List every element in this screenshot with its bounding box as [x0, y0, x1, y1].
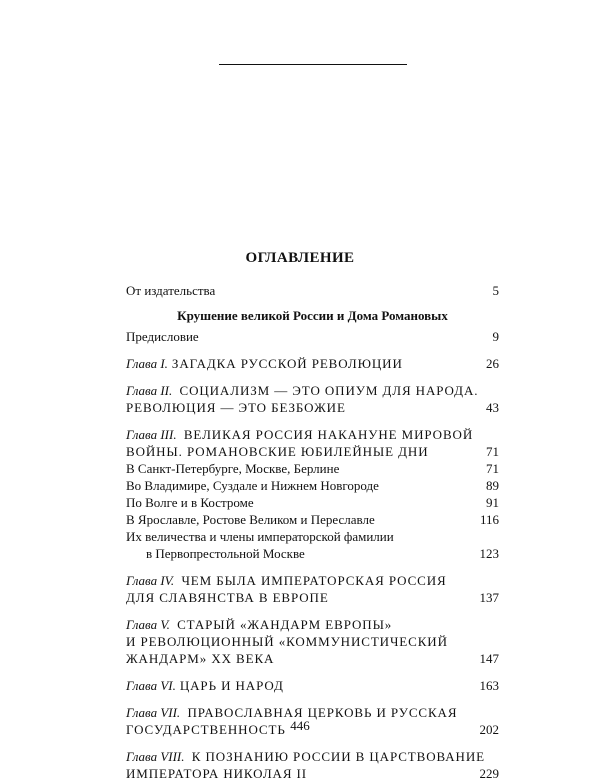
toc-subentry[interactable] — [126, 511, 499, 528]
chapter-title-cont: ЖАНДАРМ» XX ВЕКА — [126, 651, 275, 666]
toc-subentry[interactable] — [126, 460, 499, 477]
chapter-number: Глава V. — [126, 617, 170, 632]
entry-title: Предисловие — [126, 329, 199, 344]
entry-page: 163 — [479, 678, 499, 693]
subentry-title: По Волге и в Костроме — [126, 495, 254, 510]
chapter-title: К ПОЗНАНИЮ РОССИИ В ЦАРСТВОВАНИЕ — [191, 749, 485, 764]
subentry-title: В Санкт-Петербурге, Москве, Берлине — [126, 461, 340, 476]
subentry-title: Их величества и члены императорской фамилии — [126, 529, 394, 544]
toc-subentry-multiline[interactable] — [126, 528, 499, 562]
entry-title: От издательства — [126, 283, 216, 298]
chapter-number: Глава VI. — [126, 678, 176, 693]
entry-page: 71 — [486, 461, 499, 476]
top-rule — [219, 64, 407, 65]
entry-page: 71 — [486, 444, 499, 459]
chapter-title: ЗАГАДКА РУССКОЙ РЕВОЛЮЦИИ — [171, 356, 403, 371]
chapter-number: Глава II. — [126, 383, 173, 398]
toc-entry-chapter-1[interactable] — [126, 355, 499, 372]
toc-subentry[interactable] — [126, 477, 499, 494]
chapter-title-cont: ДЛЯ СЛАВЯНСТВА В ЕВРОПЕ — [126, 590, 329, 605]
chapter-title: ЧЕМ БЫЛА ИМПЕРАТОРСКАЯ РОССИЯ — [181, 573, 447, 588]
chapter-title-cont: ИМПЕРАТОРА НИКОЛАЯ II — [126, 766, 307, 781]
chapter-title: ПРАВОСЛАВНАЯ ЦЕРКОВЬ И РУССКАЯ — [187, 705, 458, 720]
chapter-title-cont: И РЕВОЛЮЦИОННЫЙ «КОММУНИСТИЧЕСКИЙ — [126, 634, 448, 649]
toc-subentry[interactable] — [126, 494, 499, 511]
toc-entry-chapter-3[interactable] — [126, 426, 499, 562]
toc-entry-chapter-4[interactable] — [126, 572, 499, 606]
chapter-title: СОЦИАЛИЗМ — ЭТО ОПИУМ ДЛЯ НАРОДА. — [179, 383, 479, 398]
chapter-number: Глава III. — [126, 427, 177, 442]
page-number: 446 — [290, 718, 310, 733]
subentry-title: Во Владимире, Суздале и Нижнем Новгороде — [126, 478, 379, 493]
chapter-title-cont: ГОСУДАРСТВЕННОСТЬ — [126, 722, 286, 737]
entry-page: 5 — [492, 283, 499, 298]
toc-heading: ОГЛАВЛЕНИЕ — [245, 250, 355, 266]
toc-entry-chapter-5[interactable] — [126, 616, 499, 667]
toc-entry-publisher[interactable] — [126, 282, 499, 299]
toc-entry-chapter-2[interactable] — [126, 382, 499, 416]
toc-entry-chapter-6[interactable] — [126, 677, 499, 694]
entry-page: 116 — [479, 512, 499, 527]
entry-page: 137 — [479, 590, 499, 605]
table-of-contents — [126, 282, 499, 784]
chapter-title: СТАРЫЙ «ЖАНДАРМ ЕВРОПЫ» — [177, 617, 393, 632]
chapter-title: ЦАРЬ И НАРОД — [179, 678, 284, 693]
chapter-title-cont: РЕВОЛЮЦИЯ — ЭТО БЕЗБОЖИЕ — [126, 400, 346, 415]
toc-entry-chapter-8[interactable] — [126, 748, 499, 782]
entry-page: 91 — [486, 495, 499, 510]
subentry-title-cont: в Первопрестольной Москве — [146, 546, 305, 561]
entry-page: 202 — [479, 722, 499, 737]
toc-entry-preface[interactable] — [126, 328, 499, 345]
subentry-title: В Ярославле, Ростове Великом и Переславле — [126, 512, 375, 527]
chapter-number: Глава IV. — [126, 573, 175, 588]
entry-page: 123 — [479, 546, 499, 561]
chapter-number: Глава VII. — [126, 705, 181, 720]
chapter-title-cont: ВОЙНЫ. РОМАНОВСКИЕ ЮБИЛЕЙНЫЕ ДНИ — [126, 444, 429, 459]
chapter-title: ВЕЛИКАЯ РОССИЯ НАКАНУНЕ МИРОВОЙ — [183, 427, 474, 442]
entry-page: 9 — [492, 329, 499, 344]
entry-page: 89 — [486, 478, 499, 493]
section-title: Крушение великой России и Дома Романовых — [177, 308, 448, 323]
entry-page: 147 — [479, 651, 499, 666]
entry-page: 229 — [479, 766, 499, 781]
entry-page: 43 — [486, 400, 499, 415]
chapter-number: Глава VIII. — [126, 749, 185, 764]
chapter-number: Глава I. — [126, 356, 168, 371]
entry-page: 26 — [486, 356, 499, 371]
